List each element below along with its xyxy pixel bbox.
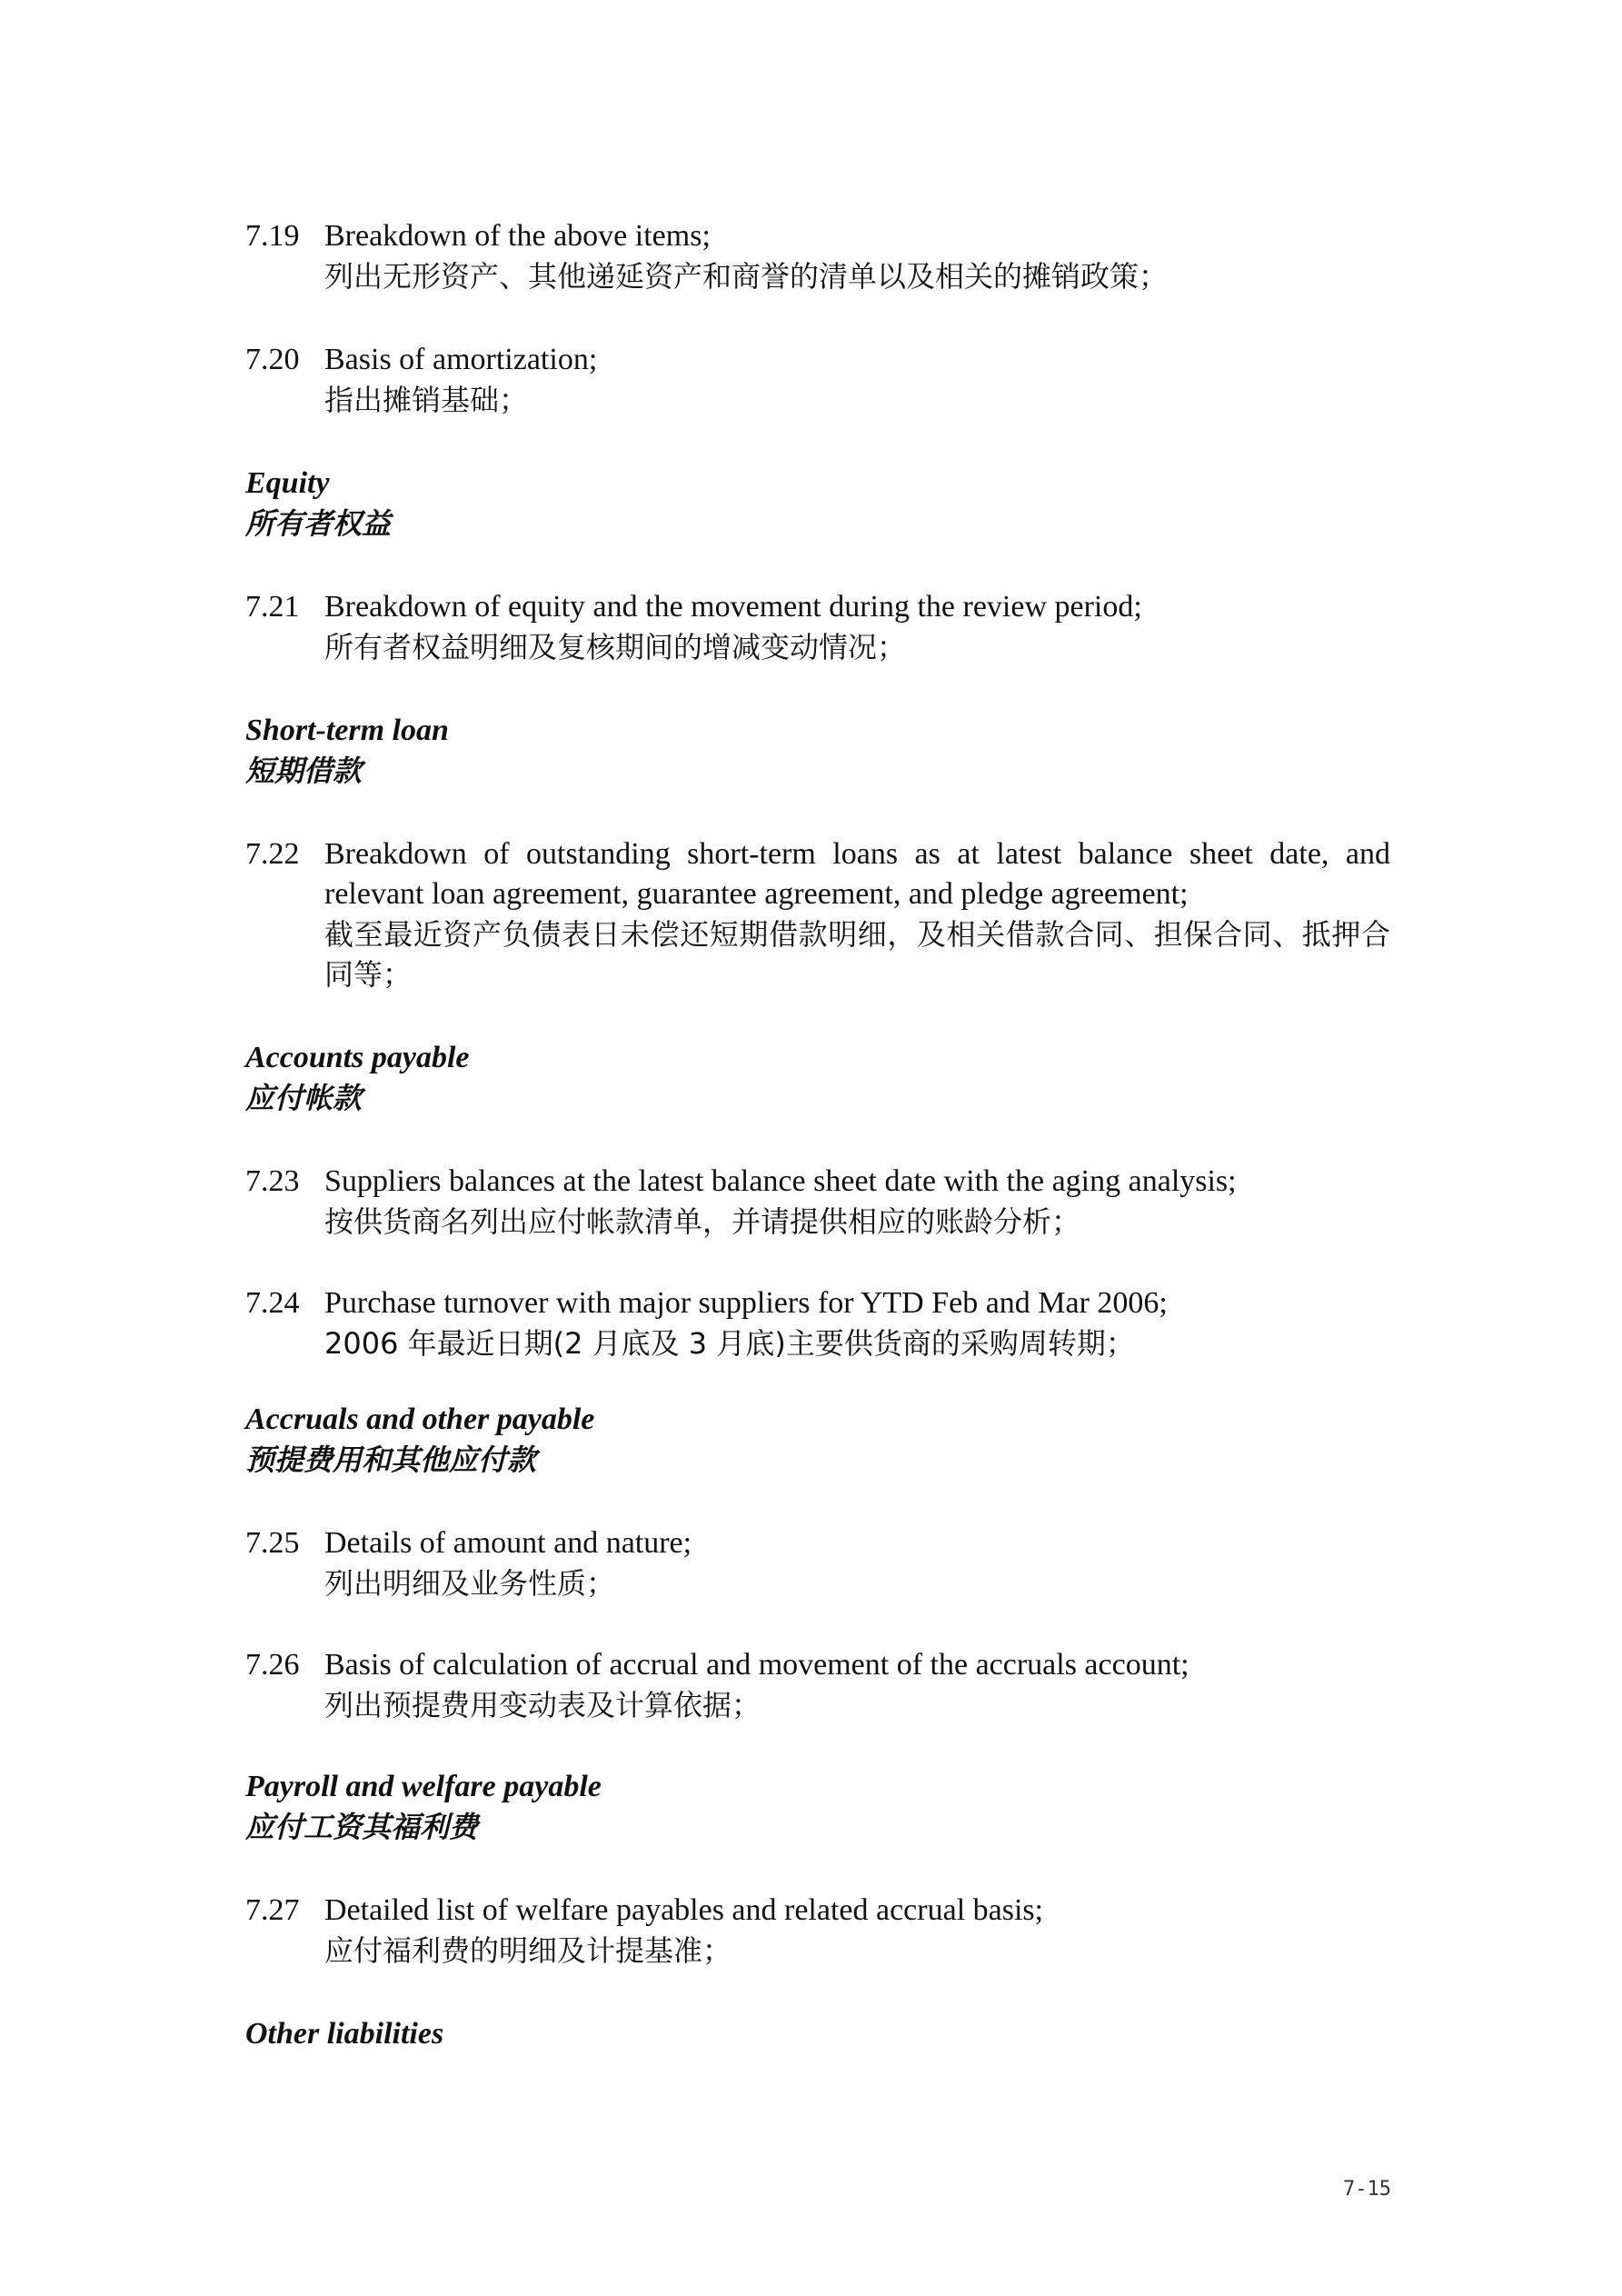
heading-en: Accruals and other payable [245, 1403, 595, 1436]
heading-zh: 短期借款 [245, 754, 363, 788]
item-text-zh: 应付福利费的明细及计提基准； [324, 1933, 732, 1968]
item-text-zh: 列出明细及业务性质； [324, 1566, 616, 1601]
item-number: 7.24 [245, 1286, 300, 1320]
heading-en: Other liabilities [245, 2017, 444, 2051]
item-text-zh: 列出预提费用变动表及计算依据； [324, 1688, 761, 1722]
list-item-7-27 [245, 1891, 1390, 1971]
list-item-7-25 [245, 1523, 1390, 1603]
item-number: 7.27 [245, 1893, 300, 1927]
item-text-en: Breakdown of the above items; [324, 219, 711, 253]
heading-zh: 所有者权益 [245, 506, 392, 541]
page-number: 7-15 [1343, 2178, 1391, 2201]
item-text-zh: 截至最近资产负债表日未偿还短期借款明细，及相关借款合同、担保合同、抵押合同等； [324, 917, 1390, 992]
section-heading-accounts-payable [245, 1038, 1390, 1118]
item-text-zh: 列出无形资产、其他递延资产和商誉的清单以及相关的摊销政策； [324, 259, 1169, 294]
heading-en: Accounts payable [245, 1041, 470, 1074]
heading-zh: 应付工资其福利费 [245, 1810, 479, 1844]
section-heading-other-liabilities [245, 2014, 1390, 2054]
list-item-7-24 [245, 1283, 1390, 1363]
item-text-en: Suppliers balances at the latest balance sheet date with the aging analysis; [324, 1164, 1237, 1198]
item-text-en: Breakdown of outstanding short-term loans as at latest balance sheet date, and relevant loan agreement, guarantee agreement, and pledge agreement; [324, 837, 1390, 911]
heading-zh: 预提费用和其他应付款 [245, 1442, 537, 1477]
section-heading-accruals [245, 1400, 1390, 1480]
page-content [245, 216, 1390, 2054]
item-number: 7.22 [245, 837, 300, 871]
item-text-en: Basis of amortization; [324, 343, 598, 376]
item-number: 7.21 [245, 590, 300, 624]
item-text-en: Details of amount and nature; [324, 1526, 692, 1560]
section-heading-equity [245, 464, 1390, 544]
list-item-7-20 [245, 340, 1390, 420]
heading-en: Payroll and welfare payable [245, 1770, 602, 1803]
item-text-en: Purchase turnover with major suppliers for YTD Feb and Mar 2006; [324, 1286, 1168, 1320]
item-text-zh: 指出摊销基础； [324, 383, 529, 417]
item-text-zh: 所有者权益明细及复核期间的增减变动情况； [324, 630, 907, 664]
item-text-zh: 按供货商名列出应付帐款清单，并请提供相应的账龄分析； [324, 1204, 1081, 1239]
item-number: 7.23 [245, 1164, 300, 1198]
item-text-en: Basis of calculation of accrual and movement of the accruals account; [324, 1648, 1189, 1682]
list-item-7-22 [245, 834, 1390, 994]
section-heading-payroll [245, 1767, 1390, 1847]
item-text-en: Breakdown of equity and the movement during the review period; [324, 590, 1142, 624]
item-number: 7.26 [245, 1648, 300, 1682]
item-number: 7.20 [245, 343, 300, 376]
list-item-7-19 [245, 216, 1390, 296]
heading-en: Equity [245, 466, 330, 500]
item-number: 7.25 [245, 1526, 300, 1560]
list-item-7-26 [245, 1645, 1390, 1725]
list-item-7-23 [245, 1162, 1390, 1242]
heading-en: Short-term loan [245, 714, 449, 747]
item-text-zh: 2006 年最近日期(2 月底及 3 月底)主要供货商的采购周转期； [324, 1326, 1135, 1361]
section-heading-short-term-loan [245, 711, 1390, 791]
list-item-7-21 [245, 587, 1390, 667]
item-number: 7.19 [245, 219, 300, 253]
item-text-en: Detailed list of welfare payables and related accrual basis; [324, 1893, 1044, 1927]
heading-zh: 应付帐款 [245, 1081, 363, 1115]
